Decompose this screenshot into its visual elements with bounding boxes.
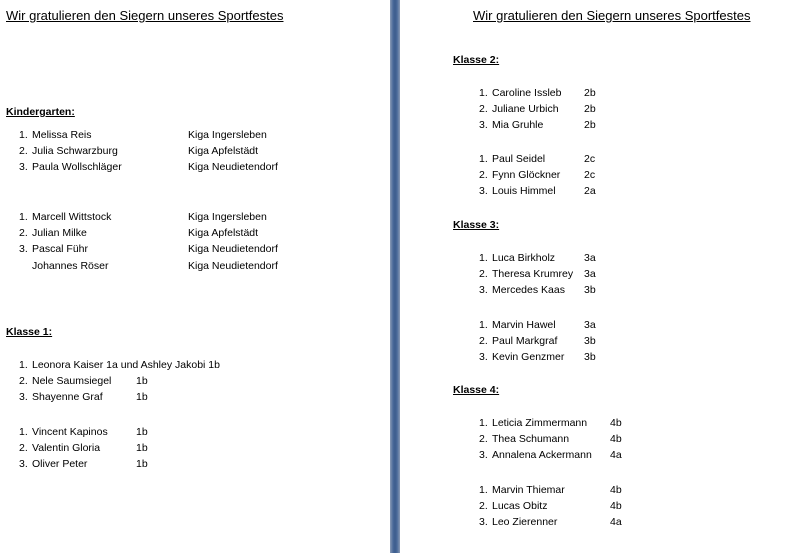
winner-affiliation: 1b <box>136 391 148 404</box>
winner-affiliation: 3a <box>584 268 596 281</box>
rank-number: 1. <box>479 153 488 165</box>
winner-name: Melissa Reis <box>32 129 92 141</box>
rank-number: 3. <box>19 161 28 174</box>
winner-name: Valentin Gloria <box>32 442 101 455</box>
winner-name: Thea Schumann <box>492 433 570 446</box>
rank-number: 2. <box>479 268 488 281</box>
winner-affiliation: Kiga Neudietendorf <box>188 243 278 256</box>
winner-name: Fynn Glöckner <box>492 169 561 182</box>
rank-number: 1. <box>479 252 488 264</box>
winner-affiliation: 3a <box>584 319 596 331</box>
winner-name: Vincent Kapinos <box>32 426 108 438</box>
winner-affiliation: 3b <box>584 284 596 297</box>
rank-number: 3. <box>479 351 488 364</box>
winner-affiliation: Kiga Apfelstädt <box>188 227 259 240</box>
rank-number: 3. <box>479 516 488 529</box>
winner-name: Julian Milke <box>32 227 87 240</box>
winner-name: Marvin Thiemar <box>492 484 565 496</box>
winner-name: Johannes Röser <box>32 259 109 272</box>
rank-number: 1. <box>19 211 28 223</box>
winner-affiliation: Kiga Neudietendorf <box>188 259 278 272</box>
rank-number: 1. <box>19 359 28 371</box>
winner-name: Marvin Hawel <box>492 319 556 331</box>
section-heading-kindergarten: Kindergarten: <box>6 106 75 118</box>
winner-affiliation: Kiga Ingersleben <box>188 129 267 141</box>
winner-name: Mercedes Kaas <box>492 284 565 297</box>
rank-number: 3. <box>479 119 488 132</box>
section-heading-klasse-2: Klasse 2: <box>453 54 500 66</box>
rank-number: 2. <box>19 145 28 158</box>
winner-name: Juliane Urbich <box>492 103 559 116</box>
rank-number: 3. <box>479 449 488 462</box>
page-divider <box>390 0 400 553</box>
winner-affiliation: 2b <box>584 103 596 116</box>
left-page <box>0 0 390 553</box>
winner-affiliation: 4b <box>610 484 622 496</box>
rank-number: 3. <box>19 243 28 256</box>
winner-name: Julia Schwarzburg <box>32 145 118 158</box>
winner-name: Lucas Obitz <box>492 500 548 513</box>
page-title: Wir gratulieren den Siegern unseres Sportfestes <box>473 8 751 23</box>
winner-name: Leticia Zimmermann <box>492 417 588 429</box>
rank-number: 1. <box>479 87 488 99</box>
section-heading-klasse-1: Klasse 1: <box>6 326 53 338</box>
winner-name: Mia Gruhle <box>492 119 544 132</box>
winner-name: Paula Wollschläger <box>32 161 122 174</box>
winner-affiliation: Kiga Apfelstädt <box>188 145 259 158</box>
winner-affiliation: Kiga Ingersleben <box>188 211 267 223</box>
section-heading-klasse-3: Klasse 3: <box>453 219 500 231</box>
winner-name: Annalena Ackermann <box>492 449 592 462</box>
winner-name: Louis Himmel <box>492 185 556 198</box>
winner-name: Marcell Wittstock <box>32 211 112 223</box>
winner-affiliation: 1b <box>136 426 148 438</box>
winner-name: Luca Birkholz <box>492 252 556 264</box>
page-title: Wir gratulieren den Siegern unseres Sportfestes <box>6 8 284 23</box>
winner-affiliation: 1b <box>136 458 148 471</box>
winner-affiliation: 4a <box>610 516 622 529</box>
winner-affiliation: 4b <box>610 417 622 429</box>
rank-number: 2. <box>479 500 488 513</box>
rank-number: 1. <box>19 426 28 438</box>
right-page <box>400 0 800 553</box>
winner-affiliation: 2c <box>584 153 596 165</box>
winner-name: Pascal Führ <box>32 243 89 256</box>
winner-affiliation: 2c <box>584 169 596 182</box>
rank-number: 1. <box>479 319 488 331</box>
winner-affiliation: 2b <box>584 87 596 99</box>
winner-affiliation: 4b <box>610 433 622 446</box>
winner-name: Leo Zierenner <box>492 516 558 529</box>
winner-name: Oliver Peter <box>32 458 88 471</box>
winner-affiliation: 3b <box>584 351 596 364</box>
rank-number: 3. <box>479 185 488 198</box>
rank-number: 1. <box>479 417 488 429</box>
winner-name: Caroline Issleb <box>492 87 562 99</box>
rank-number: 2. <box>479 103 488 116</box>
winner-affiliation: 2a <box>584 185 596 198</box>
winner-name: Paul Markgraf <box>492 335 558 348</box>
winner-name: Leonora Kaiser 1a und Ashley Jakobi 1b <box>32 359 220 371</box>
rank-number: 3. <box>19 391 28 404</box>
rank-number: 2. <box>19 375 28 388</box>
winner-affiliation: 4b <box>610 500 622 513</box>
rank-number: 3. <box>19 458 28 471</box>
rank-number: 3. <box>479 284 488 297</box>
winner-affiliation: 1b <box>136 442 148 455</box>
winner-name: Kevin Genzmer <box>492 351 565 364</box>
winner-affiliation: 3a <box>584 252 596 264</box>
rank-number: 2. <box>479 433 488 446</box>
rank-number: 2. <box>479 335 488 348</box>
rank-number: 1. <box>19 129 28 141</box>
winner-affiliation: 2b <box>584 119 596 132</box>
winner-affiliation: Kiga Neudietendorf <box>188 161 278 174</box>
rank-number: 1. <box>479 484 488 496</box>
section-heading-klasse-4: Klasse 4: <box>453 384 500 396</box>
winner-name: Shayenne Graf <box>32 391 103 404</box>
rank-number: 2. <box>479 169 488 182</box>
winner-name: Nele Saumsiegel <box>32 375 112 388</box>
rank-number: 2. <box>19 442 28 455</box>
winner-name: Paul Seidel <box>492 153 546 165</box>
winner-name: Theresa Krumrey <box>492 268 574 281</box>
winner-affiliation: 3b <box>584 335 596 348</box>
winner-affiliation: 1b <box>136 375 148 388</box>
winner-affiliation: 4a <box>610 449 622 462</box>
rank-number: 2. <box>19 227 28 240</box>
